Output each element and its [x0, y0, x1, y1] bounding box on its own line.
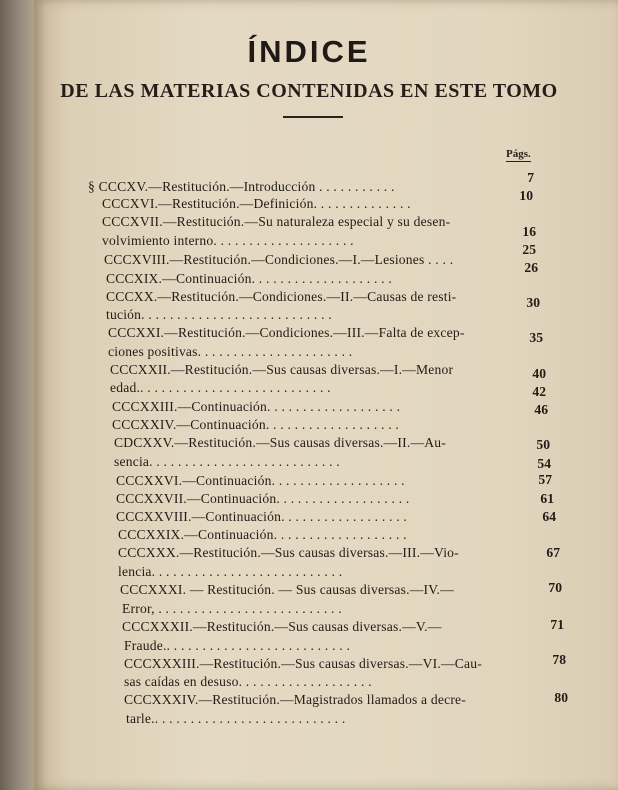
- index-entry-line: § CCCXV.—Restitución.—Introducción . . . . . . . . . . .: [88, 179, 395, 194]
- index-entry-line: CCCXXI.—Restitución.—Condiciones.—III.—Falta de excep-: [108, 325, 465, 340]
- page-title: ÍNDICE: [247, 34, 371, 69]
- index-entry-line: lencia. . . . . . . . . . . . . . . . . . . . . . . . . . .: [118, 564, 343, 579]
- page-number: 67: [546, 545, 560, 560]
- index-entry-line: CDCXXV.—Restitución.—Sus causas diversas.—II.—Au-: [114, 435, 447, 450]
- index-entry-line: sas caídas en desuso. . . . . . . . . . . . . . . . . . .: [124, 674, 372, 689]
- index-entry-line: CCCXXVIII.—Continuación. . . . . . . . . . . . . . . . . .: [116, 509, 408, 524]
- page-number: 26: [524, 260, 538, 275]
- pages-column-header: Págs.: [506, 148, 531, 160]
- index-entry-line: CCCXVII.—Restitución.—Su naturaleza especial y su desen-: [102, 214, 451, 229]
- index-entry-line: edad.. . . . . . . . . . . . . . . . . . . . . . . . . . .: [110, 380, 331, 395]
- page-number: 46: [534, 402, 548, 417]
- page-number: 10: [519, 188, 533, 203]
- index-entry-line: CCCXXXIII.—Restitución.—Sus causas diversas.—VI.—Cau-: [124, 656, 482, 671]
- page-number: 61: [540, 491, 554, 506]
- index-entry-line: CCCXXX.—Restitución.—Sus causas diversas.—III.—Vio-: [118, 545, 459, 560]
- page-number: 78: [552, 652, 566, 667]
- index-entry-line: Fraude.. . . . . . . . . . . . . . . . . . . . . . . . . .: [124, 638, 351, 653]
- index-entry-line: sencia. . . . . . . . . . . . . . . . . . . . . . . . . . .: [114, 454, 340, 469]
- page-number: 57: [538, 472, 552, 487]
- index-entry-line: CCCXX.—Restitución.—Condiciones.—II.—Causas de resti-: [106, 289, 457, 304]
- page-number: 70: [548, 580, 562, 595]
- page-number: 7: [527, 170, 534, 185]
- page-number: 64: [542, 509, 556, 524]
- page-number: 35: [529, 330, 543, 345]
- index-entry-line: tución. . . . . . . . . . . . . . . . . . . . . . . . . . .: [106, 307, 332, 322]
- page-number: 16: [522, 224, 536, 239]
- page-number: 42: [532, 384, 546, 399]
- index-entry-line: CCCXXIX.—Continuación. . . . . . . . . . . . . . . . . . .: [118, 527, 407, 542]
- index-entry-line: CCCXVI.—Restitución.—Definición. . . . . . . . . . . . . .: [102, 196, 411, 211]
- index-entry-line: tarle.. . . . . . . . . . . . . . . . . . . . . . . . . . .: [126, 711, 346, 726]
- page-number: 30: [526, 295, 540, 310]
- index-entry-line: CCCXXXI. — Restitución. — Sus causas diversas.—IV.—: [120, 582, 454, 597]
- page-number: 80: [554, 690, 568, 705]
- page-number: 54: [537, 456, 551, 471]
- index-entry-line: CCCXXVII.—Continuación. . . . . . . . . . . . . . . . . . .: [116, 491, 410, 506]
- page-number: 40: [532, 366, 546, 381]
- index-entry-line: CCCXXVI.—Continuación. . . . . . . . . . . . . . . . . . .: [116, 473, 405, 488]
- index-entry-line: CCCXXIII.—Continuación. . . . . . . . . . . . . . . . . . .: [112, 399, 401, 414]
- index-entry-line: CCCXVIII.—Restitución.—Condiciones.—I.—Lesiones . . . .: [104, 252, 454, 267]
- page-number: 50: [536, 437, 550, 452]
- index-entry-line: CCCXXXII.—Restitución.—Sus causas diversas.—V.—: [122, 619, 442, 634]
- index-entry-line: CCCXXII.—Restitución.—Sus causas diversas.—I.—Menor: [110, 362, 454, 377]
- index-entry-line: ciones positivas. . . . . . . . . . . . . . . . . . . . . .: [108, 344, 353, 359]
- index-entry-line: volvimiento interno. . . . . . . . . . . . . . . . . . . .: [102, 233, 354, 248]
- index-entry-line: CCCXXIV.—Continuación. . . . . . . . . . . . . . . . . . .: [112, 417, 400, 432]
- page-subtitle: DE LAS MATERIAS CONTENIDAS EN ESTE TOMO: [60, 80, 558, 102]
- index-entry-line: CCCXXXIV.—Restitución.—Magistrados llamados a decre-: [124, 692, 467, 707]
- index-entry-line: CCCXIX.—Continuación. . . . . . . . . . . . . . . . . . . .: [106, 271, 392, 286]
- page-number: 25: [522, 242, 536, 257]
- index-entry-line: Error, . . . . . . . . . . . . . . . . . . . . . . . . . .: [122, 601, 342, 616]
- page-number: 71: [550, 617, 564, 632]
